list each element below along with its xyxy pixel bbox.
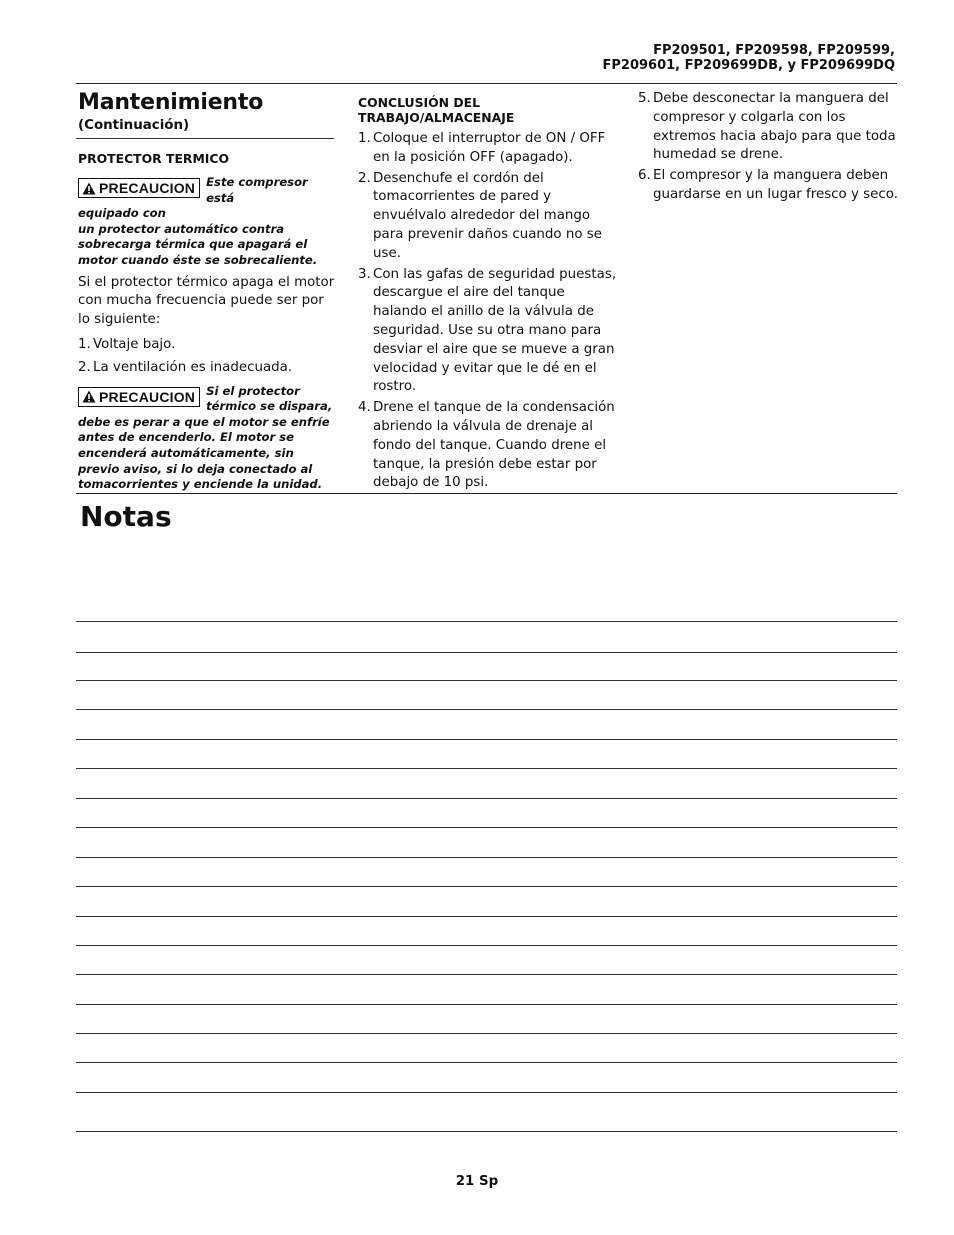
- list-item-text: Coloque el interruptor de ON / OFF en la posición OFF (apagado).: [373, 131, 606, 165]
- list-item-number: 1.: [358, 131, 371, 146]
- list-item-text: La ventilación es inadecuada.: [93, 359, 293, 375]
- caution-label: PRECAUCION: [99, 388, 196, 405]
- list-item-number: 3.: [358, 266, 371, 282]
- maintenance-column: [78, 90, 336, 493]
- caution-label: PRECAUCION: [99, 180, 196, 196]
- list-item: [358, 170, 618, 264]
- list-item: [358, 130, 618, 168]
- list-item-text: Voltaje bajo.: [93, 336, 176, 352]
- list-item: [358, 399, 618, 493]
- storage-heading-line2: TRABAJO/ALMACENAJE: [358, 110, 515, 125]
- note-line: [76, 798, 897, 799]
- note-line: [76, 945, 897, 946]
- caution-badge: [78, 387, 200, 407]
- note-line: [76, 768, 897, 769]
- note-line: [76, 680, 897, 681]
- note-line: [76, 857, 897, 858]
- note-line: [76, 1062, 897, 1063]
- section-divider-rule: [76, 493, 897, 494]
- notes-title: Notas: [80, 500, 172, 533]
- list-item: [358, 266, 618, 398]
- caution-text-rest: debe es perar a que el motor se enfríe antes de encenderlo. El motor se encenderá automáticamente, sin previo aviso, si lo deja conectado al tomacorrientes y enciende la unidad.: [78, 414, 330, 492]
- model-numbers-line2: FP209601, FP209699DB, y FP209699DQ: [602, 58, 895, 73]
- list-item: [78, 336, 336, 355]
- caution-badge: [78, 178, 200, 198]
- list-item-number: 6.: [638, 168, 651, 184]
- note-line: [76, 739, 897, 740]
- caution-text-rest: un protector automático contra sobrecarga térmica que apagará el motor cuando éste se sobrecaliente.: [78, 221, 318, 267]
- note-line: [76, 886, 897, 887]
- note-line: [76, 1131, 897, 1132]
- caution-text-line1: Este compresor está: [206, 175, 308, 205]
- list-item-text: Con las gafas de seguridad puestas, descargue el aire del tanque halando el anillo de la válvula de seguridad. Use su otra mano para desviar el aire que se mueve a gran velocidad y evitar que le dé en el rostro.: [373, 266, 617, 395]
- section-subtitle: (Continuación): [78, 118, 190, 133]
- note-line: [76, 1033, 897, 1034]
- caution-text-line1: Si el protector: [206, 383, 300, 398]
- list-item-text: Debe desconectar la manguera del compresor y colgarla con los extremos hacia abajo para que toda humedad se drene.: [653, 91, 896, 163]
- caution-notice-1: [78, 175, 336, 269]
- caution-notice-2: [78, 384, 336, 493]
- model-numbers: [602, 43, 895, 73]
- page-number: 21 Sp: [455, 1174, 499, 1189]
- storage-steps-list: [358, 130, 618, 493]
- list-item-text: Desenchufe el cordón del tomacorrientes de pared y envuélvalo alrededor del mango para prevenir daños cuando no se use.: [373, 170, 603, 261]
- thermal-protector-heading: PROTECTOR TERMICO: [78, 151, 230, 166]
- list-item-number: 1.: [78, 336, 91, 352]
- caution-text-line2: equipado con: [78, 206, 166, 221]
- list-item: [638, 167, 898, 205]
- list-item-number: 2.: [78, 359, 91, 375]
- caution-text-line2: térmico se dispara,: [206, 399, 333, 414]
- list-item-number: 4.: [358, 400, 371, 416]
- note-line: [76, 652, 897, 653]
- list-item-text: El compresor y la manguera deben guardarse en un lugar fresco y seco.: [653, 168, 898, 202]
- storage-steps-list-continued: [638, 90, 898, 205]
- storage-column: [358, 95, 618, 495]
- section-title: Mantenimiento: [78, 90, 264, 115]
- list-item: [638, 90, 898, 165]
- note-line: [76, 827, 897, 828]
- thermal-protector-paragraph: Si el protector térmico apaga el motor con mucha frecuencia puede ser por lo siguiente:: [78, 274, 335, 328]
- header-rule: [76, 83, 897, 84]
- model-numbers-line1: FP209501, FP209598, FP209599,: [653, 43, 895, 58]
- list-item-number: 5.: [638, 91, 651, 106]
- note-line: [76, 916, 897, 917]
- note-line: [76, 1092, 897, 1093]
- list-item-number: 2.: [358, 170, 371, 186]
- storage-column-continued: [638, 90, 898, 207]
- storage-heading-line1: CONCLUSIÓN DEL: [358, 95, 481, 110]
- note-line: [76, 974, 897, 975]
- subtitle-rule: [76, 138, 334, 139]
- note-line: [76, 621, 897, 622]
- note-line: [76, 1004, 897, 1005]
- warning-triangle-icon: [82, 182, 96, 195]
- note-line: [76, 709, 897, 710]
- warning-triangle-icon: [82, 390, 96, 403]
- list-item-text: Drene el tanque de la condensación abriendo la válvula de drenaje al fondo del tanque. Cuando drene el tanque, la presión debe estar por debajo de 10 psi.: [373, 400, 615, 491]
- list-item: [78, 359, 336, 378]
- causes-list: [78, 336, 336, 378]
